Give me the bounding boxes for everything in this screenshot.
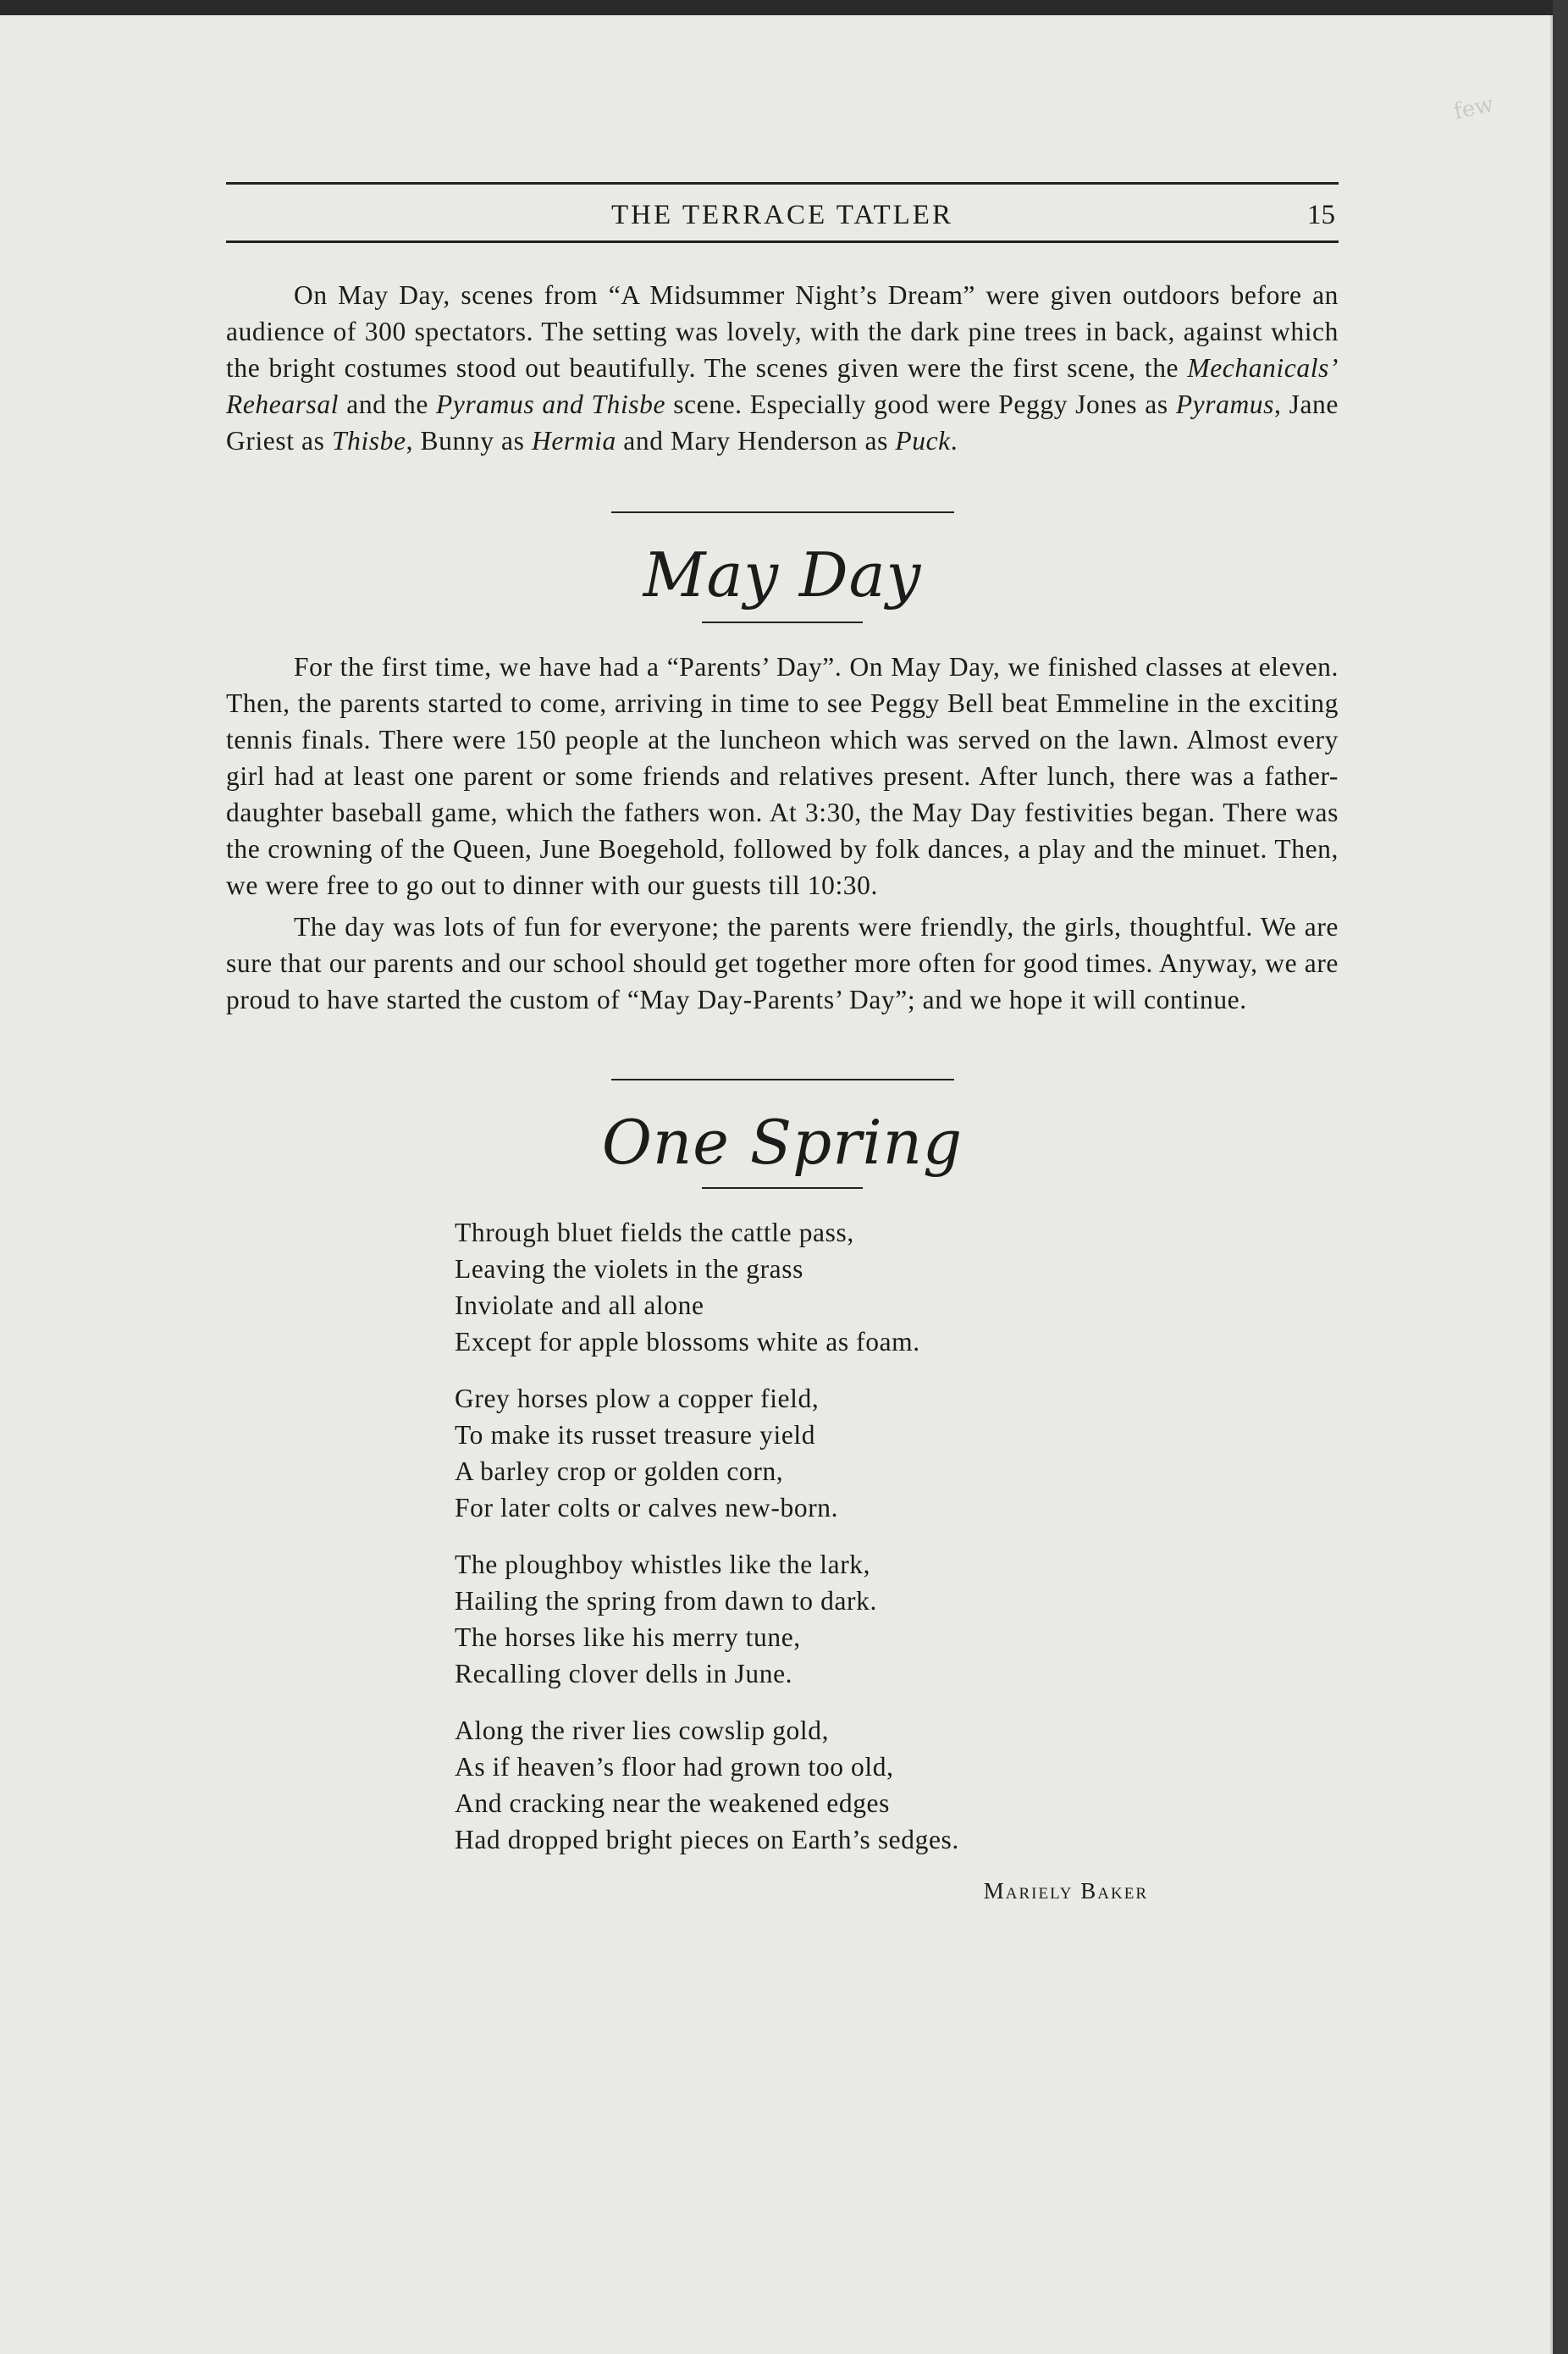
poem-stanza xyxy=(455,1546,1339,1692)
poem-line: Along the river lies cowslip gold, xyxy=(455,1716,830,1745)
one-spring-heading: One Spring xyxy=(601,1107,963,1178)
publication-title: THE TERRACE TATLER xyxy=(611,200,953,230)
poem-line: Grey horses plow a copper field, xyxy=(455,1384,820,1413)
poem-line: Through bluet fields the cattle pass, xyxy=(455,1218,854,1247)
poem-stanza xyxy=(455,1712,1339,1858)
heading-underline xyxy=(702,622,863,623)
poem-line: And cracking near the weakened edges xyxy=(455,1788,890,1818)
page-number: 15 xyxy=(1307,200,1335,230)
play-paragraph: On May Day, scenes from “A Midsummer Night’s Dream” were given outdoors before an audience of 300 spectators. The setting was lovely, with the dark pine trees in back, against which the bright costumes stood out beautifully. The scenes given were the first scene, the Mechanicals’ Rehearsal and the Pyramus and Thisbe scene. Especially good were Peggy Jones as Pyramus, Jane Griest as Thisbe, Bunny as Hermia and Mary Henderson as Puck. xyxy=(226,280,1339,456)
poem-line: The ploughboy whistles like the lark, xyxy=(455,1550,871,1579)
poem-line: Had dropped bright pieces on Earth’s sedges. xyxy=(455,1825,959,1854)
page-content xyxy=(226,182,1339,1904)
poem xyxy=(455,1214,1339,1858)
pencil-mark: few xyxy=(1451,91,1496,125)
may-day-paragraph: For the first time, we have had a “Parents’ Day”. On May Day, we finished classes at eleven. Then, the parents started to come, arriving in time to see Peggy Bell beat Emmeline in the exciting tennis finals. There were 150 people at the luncheon which was served on the lawn. Almost every girl had at least one parent or some friends and relatives present. After lunch, there was a father-daughter baseball game, which the fathers won. At 3:30, the May Day festivities began. There was the crowning of the Queen, June Boegehold, followed by folk dances, a play and the minuet. Then, we were free to go out to dinner with our guests till 10:30. xyxy=(226,652,1339,900)
poem-line: Recalling clover dells in June. xyxy=(455,1659,793,1688)
section-divider xyxy=(611,511,954,513)
running-header xyxy=(226,182,1339,243)
heading-underline xyxy=(702,1187,863,1189)
poem-line: Leaving the violets in the grass xyxy=(455,1254,803,1284)
poem-line: Hailing the spring from dawn to dark. xyxy=(455,1586,877,1616)
poem-line: To make its russet treasure yield xyxy=(455,1420,816,1450)
scan-edge xyxy=(1553,0,1568,2354)
poem-stanza xyxy=(455,1214,1339,1360)
may-day-heading: May Day xyxy=(643,539,922,611)
may-day-paragraph: The day was lots of fun for everyone; the parents were friendly, the girls, thoughtful. We are sure that our parents and our school should get together more often for good times. Anyway, we are proud to have started the custom of “May Day-Parents’ Day”; and we hope it will continue. xyxy=(226,912,1339,1014)
poem-line: A barley crop or golden corn, xyxy=(455,1456,784,1486)
poem-line: Except for apple blossoms white as foam. xyxy=(455,1327,920,1357)
poem-line: The horses like his merry tune, xyxy=(455,1622,801,1652)
poem-line: Inviolate and all alone xyxy=(455,1290,704,1320)
poem-stanza xyxy=(455,1380,1339,1526)
poem-line: For later colts or calves new-born. xyxy=(455,1493,839,1522)
poem-line: As if heaven’s floor had grown too old, xyxy=(455,1752,894,1782)
section-divider xyxy=(611,1079,954,1080)
poem-author: Mariely Baker xyxy=(983,1878,1148,1904)
